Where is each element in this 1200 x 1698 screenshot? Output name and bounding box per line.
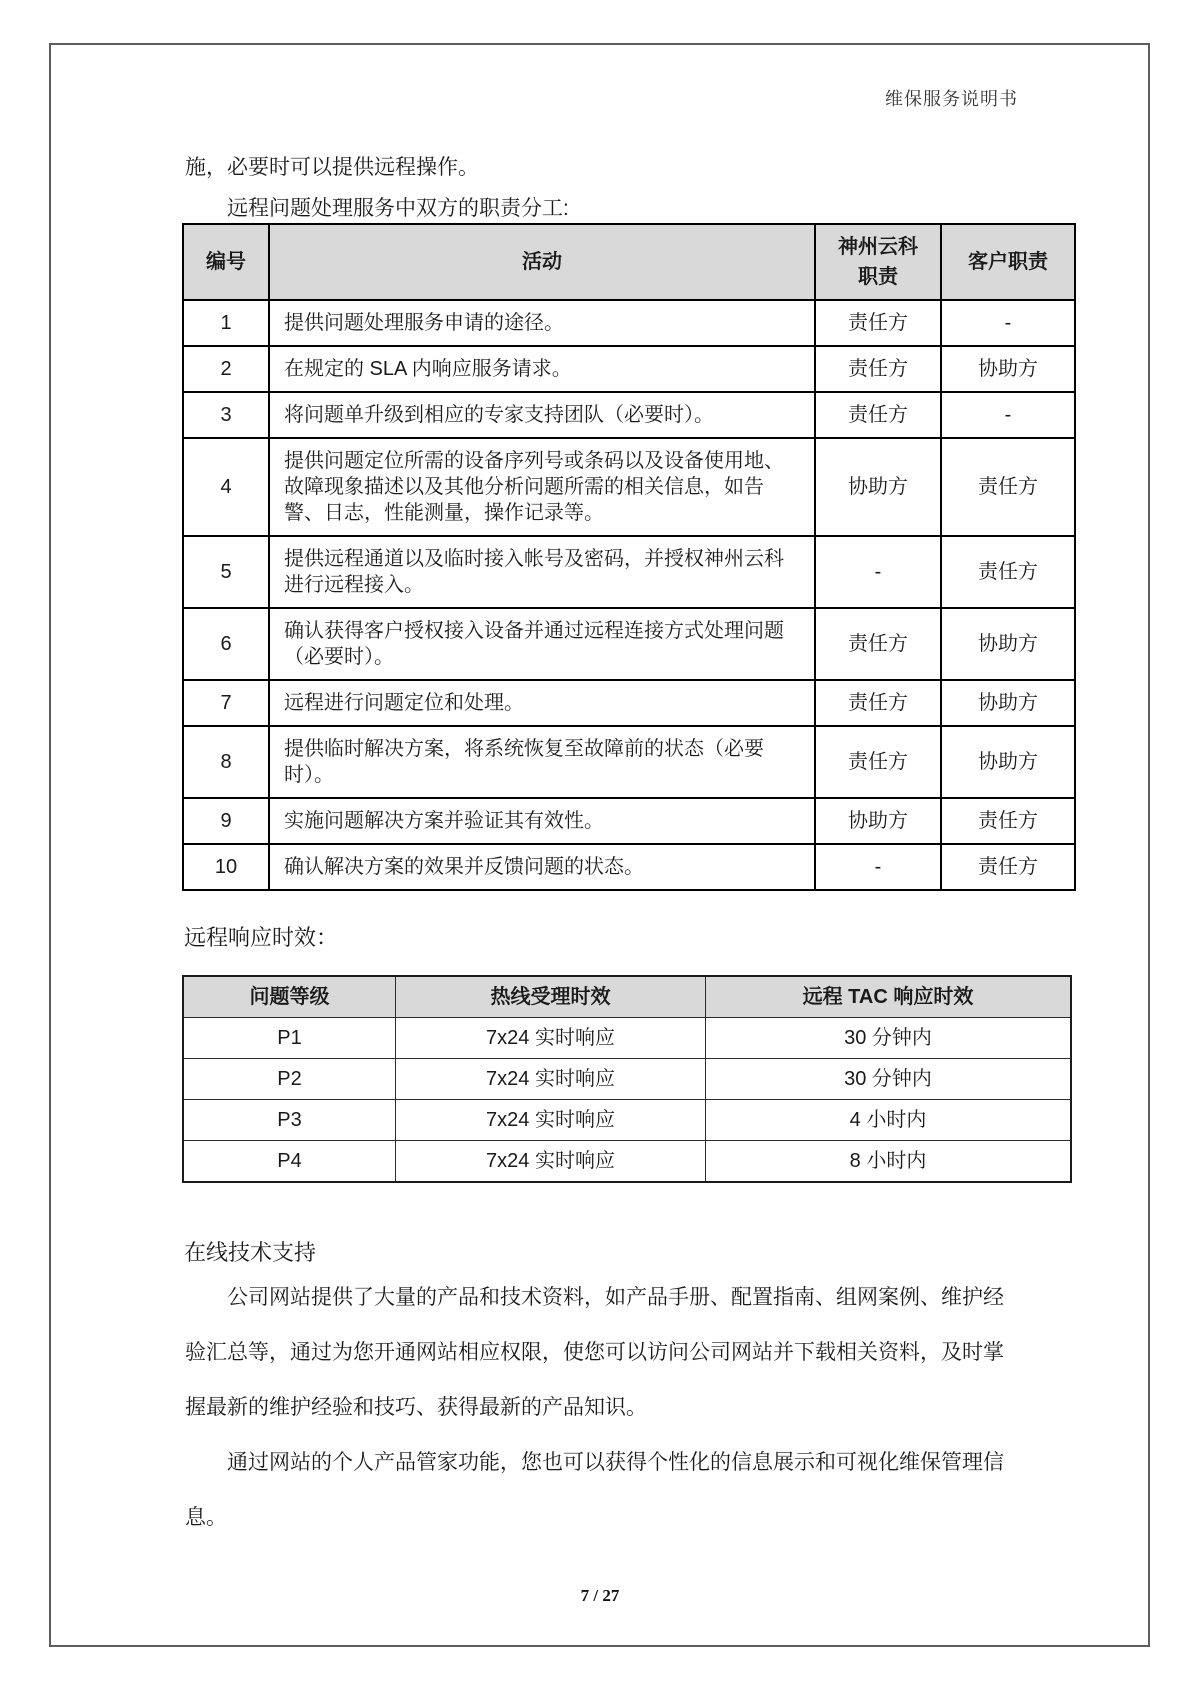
activity-cell: 提供问题处理服务申请的途径。 <box>269 300 815 346</box>
intro-paragraph: 施，必要时可以提供远程操作。 <box>185 156 479 179</box>
problem-level-cell: P4 <box>183 1141 396 1183</box>
responsibility-table-caption: 远程问题处理服务中双方的职责分工: <box>227 197 569 220</box>
paragraph-line: 验汇总等，通过为您开通网站相应权限，使您可以访问公司网站并下载相关资料，及时掌 <box>185 1341 1004 1364</box>
column-header-customer-role: 客户职责 <box>941 224 1075 300</box>
response-time-table-header <box>183 976 1071 1018</box>
row-number-cell: 7 <box>183 680 269 726</box>
paragraph-website-resources <box>185 1270 1021 1435</box>
activity-cell: 将问题单升级到相应的专家支持团队（必要时）。 <box>269 392 815 438</box>
customer-role-cell: 责任方 <box>941 438 1075 536</box>
responsibility-table <box>182 223 1076 891</box>
row-number-cell: 8 <box>183 726 269 798</box>
table-row <box>183 300 1075 346</box>
online-support-paragraphs <box>185 1270 1021 1545</box>
vendor-role-cell: 责任方 <box>815 346 941 392</box>
row-number-cell: 2 <box>183 346 269 392</box>
response-time-table-body <box>183 1018 1071 1183</box>
hotline-sla-cell: 7x24 实时响应 <box>396 1018 706 1059</box>
problem-level-cell: P1 <box>183 1018 396 1059</box>
vendor-role-cell: - <box>815 536 941 608</box>
table-row <box>183 1059 1071 1100</box>
paragraph-line: 公司网站提供了大量的产品和技术资料，如产品手册、配置指南、组网案例、维护经 <box>227 1286 1004 1309</box>
response-time-heading: 远程响应时效： <box>184 925 339 950</box>
table-row <box>183 608 1075 680</box>
responsibility-table-header <box>183 224 1075 300</box>
activity-cell: 远程进行问题定位和处理。 <box>269 680 815 726</box>
table-row <box>183 726 1075 798</box>
table-row <box>183 798 1075 844</box>
table-row <box>183 844 1075 890</box>
row-number-cell: 6 <box>183 608 269 680</box>
table-row <box>183 438 1075 536</box>
hotline-sla-cell: 7x24 实时响应 <box>396 1100 706 1141</box>
problem-level-cell: P3 <box>183 1100 396 1141</box>
row-number-cell: 5 <box>183 536 269 608</box>
column-header-number: 编号 <box>183 224 269 300</box>
vendor-role-cell: 责任方 <box>815 726 941 798</box>
table-row <box>183 536 1075 608</box>
remote-tac-sla-cell: 8 小时内 <box>706 1141 1072 1183</box>
paragraph-line: 通过网站的个人产品管家功能，您也可以获得个性化的信息展示和可视化维保管理信 <box>227 1451 1004 1474</box>
table-row <box>183 1018 1071 1059</box>
paragraph-product-manager <box>185 1435 1021 1545</box>
customer-role-cell: 责任方 <box>941 798 1075 844</box>
online-support-heading: 在线技术支持 <box>184 1240 317 1265</box>
column-header-problem-level: 问题等级 <box>183 976 396 1018</box>
response-time-table <box>182 975 1072 1183</box>
problem-level-cell: P2 <box>183 1059 396 1100</box>
vendor-role-cell: - <box>815 844 941 890</box>
activity-cell: 提供问题定位所需的设备序列号或条码以及设备使用地、故障现象描述以及其他分析问题所需的相关信息，如告警、日志，性能测量，操作记录等。 <box>269 438 815 536</box>
hotline-sla-cell: 7x24 实时响应 <box>396 1141 706 1183</box>
vendor-role-cell: 协助方 <box>815 798 941 844</box>
paragraph-line: 握最新的维护经验和技巧、获得最新的产品知识。 <box>185 1396 647 1419</box>
paragraph-line: 息。 <box>185 1506 227 1529</box>
activity-cell: 实施问题解决方案并验证其有效性。 <box>269 798 815 844</box>
customer-role-cell: - <box>941 300 1075 346</box>
remote-tac-sla-cell: 4 小时内 <box>706 1100 1072 1141</box>
row-number-cell: 1 <box>183 300 269 346</box>
table-row <box>183 346 1075 392</box>
customer-role-cell: 协助方 <box>941 346 1075 392</box>
row-number-cell: 9 <box>183 798 269 844</box>
vendor-role-cell: 责任方 <box>815 608 941 680</box>
customer-role-cell: 责任方 <box>941 844 1075 890</box>
column-header-vendor-role <box>815 224 941 300</box>
customer-role-cell: 协助方 <box>941 608 1075 680</box>
table-row <box>183 1100 1071 1141</box>
table-row <box>183 680 1075 726</box>
table-row <box>183 392 1075 438</box>
activity-cell: 确认解决方案的效果并反馈问题的状态。 <box>269 844 815 890</box>
vendor-role-cell: 协助方 <box>815 438 941 536</box>
table-row <box>183 1141 1071 1183</box>
row-number-cell: 4 <box>183 438 269 536</box>
row-number-cell: 10 <box>183 844 269 890</box>
remote-tac-sla-cell: 30 分钟内 <box>706 1059 1072 1100</box>
column-header-hotline-sla: 热线受理时效 <box>396 976 706 1018</box>
remote-tac-sla-cell: 30 分钟内 <box>706 1018 1072 1059</box>
vendor-role-cell: 责任方 <box>815 300 941 346</box>
vendor-role-cell: 责任方 <box>815 680 941 726</box>
customer-role-cell: 责任方 <box>941 536 1075 608</box>
page-number: 7 / 27 <box>580 1586 620 1605</box>
responsibility-table-body <box>183 300 1075 890</box>
column-header-remote-tac-sla: 远程 TAC 响应时效 <box>706 976 1072 1018</box>
activity-cell: 确认获得客户授权接入设备并通过远程连接方式处理问题（必要时）。 <box>269 608 815 680</box>
row-number-cell: 3 <box>183 392 269 438</box>
document-header-title: 维保服务说明书 <box>885 89 1018 109</box>
customer-role-cell: - <box>941 392 1075 438</box>
activity-cell: 提供临时解决方案，将系统恢复至故障前的状态（必要时）。 <box>269 726 815 798</box>
activity-cell: 在规定的 SLA 内响应服务请求。 <box>269 346 815 392</box>
column-header-activity: 活动 <box>269 224 815 300</box>
customer-role-cell: 协助方 <box>941 680 1075 726</box>
vendor-header-line2: 职责 <box>858 266 898 288</box>
activity-cell: 提供远程通道以及临时接入帐号及密码，并授权神州云科进行远程接入。 <box>269 536 815 608</box>
vendor-header-line1: 神州云科 <box>838 236 918 258</box>
hotline-sla-cell: 7x24 实时响应 <box>396 1059 706 1100</box>
customer-role-cell: 协助方 <box>941 726 1075 798</box>
vendor-role-cell: 责任方 <box>815 392 941 438</box>
